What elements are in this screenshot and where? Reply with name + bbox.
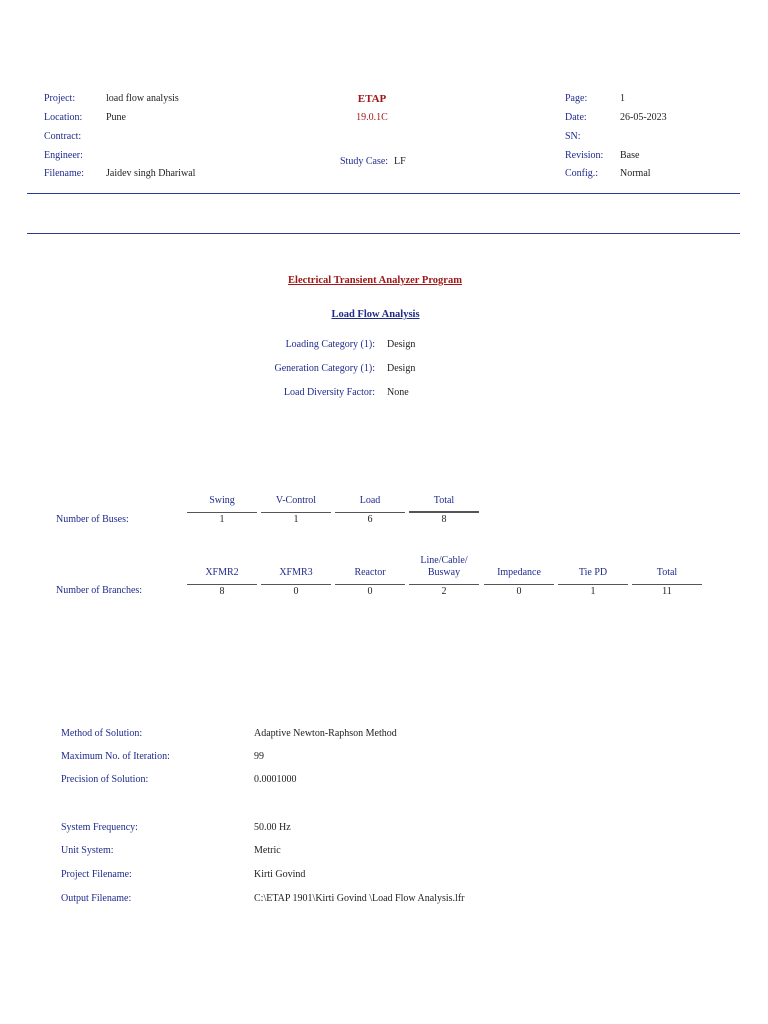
max-iteration-label: Maximum No. of Iteration: — [61, 751, 170, 762]
method-label: Method of Solution: — [61, 728, 143, 739]
analysis-title: Load Flow Analysis — [331, 309, 420, 320]
branch-val-total: 11 — [632, 584, 702, 597]
engineer-label: Engineer: — [44, 150, 83, 161]
branch-col-line-cable-top: Line/Cable/ — [420, 555, 468, 566]
location-label: Location: — [44, 112, 83, 123]
output-filename-value: C:\ETAP 1901\Kirti Govind \Load Flow Analysis.lfr — [254, 893, 465, 904]
precision-label: Precision of Solution: — [61, 774, 149, 785]
page-label: Page: — [565, 93, 588, 104]
branch-val-reactor: 0 — [335, 584, 405, 597]
study-case-value: LF — [394, 156, 406, 167]
date-label: Date: — [565, 112, 587, 123]
config-label: Config.: — [565, 168, 599, 179]
app-name: ETAP — [357, 93, 387, 105]
load-diversity-value: None — [387, 387, 409, 398]
project-label: Project: — [44, 93, 76, 104]
config-value: Normal — [620, 168, 651, 179]
bus-col-load: Load — [359, 495, 381, 506]
location-value: Pune — [106, 112, 126, 123]
bus-col-swing: Swing — [209, 495, 235, 506]
unit-system-value: Metric — [254, 845, 281, 856]
frequency-label: System Frequency: — [61, 822, 138, 833]
load-diversity-label: Load Diversity Factor: — [283, 387, 375, 398]
branch-val-xfmr3: 0 — [261, 584, 331, 597]
frequency-value: 50.00 Hz — [254, 822, 291, 833]
sn-label: SN: — [565, 131, 581, 142]
branch-col-impedance: Impedance — [497, 567, 541, 578]
buses-row-label: Number of Buses: — [56, 514, 129, 525]
bus-col-vcontrol: V-Control — [275, 495, 317, 506]
project-value: load flow analysis — [106, 93, 179, 104]
filename-label: Filename: — [44, 168, 84, 179]
date-value: 26-05-2023 — [620, 112, 667, 123]
branches-row-label: Number of Branches: — [56, 585, 143, 596]
max-iteration-value: 99 — [254, 751, 264, 762]
bus-val-total: 8 — [409, 511, 479, 525]
contract-label: Contract: — [44, 131, 82, 142]
revision-label: Revision: — [565, 150, 604, 161]
branch-col-tie-pd: Tie PD — [578, 567, 608, 578]
revision-value: Base — [620, 150, 640, 161]
app-version: 19.0.1C — [356, 112, 388, 123]
bus-val-vcontrol: 1 — [261, 512, 331, 525]
header-divider-top — [27, 193, 740, 194]
branch-col-xfmr3: XFMR3 — [279, 567, 313, 578]
branch-col-xfmr2: XFMR2 — [205, 567, 239, 578]
branch-col-line-cable-bottom: Busway — [427, 567, 461, 578]
project-filename-value: Kirti Govind — [254, 869, 306, 880]
program-title: Electrical Transient Analyzer Program — [288, 275, 462, 286]
generation-category-value: Design — [387, 363, 416, 374]
branch-col-total: Total — [656, 567, 678, 578]
loading-category-label: Loading Category (1): — [285, 339, 375, 350]
header-divider-bottom — [27, 233, 740, 234]
branch-val-line-cable: 2 — [409, 584, 479, 597]
generation-category-label: Generation Category (1): — [274, 363, 375, 374]
bus-val-swing: 1 — [187, 512, 257, 525]
loading-category-value: Design — [387, 339, 416, 350]
study-case-label: Study Case: — [340, 156, 389, 167]
branch-val-tie-pd: 1 — [558, 584, 628, 597]
bus-val-load: 6 — [335, 512, 405, 525]
branch-val-impedance: 0 — [484, 584, 554, 597]
precision-value: 0.0001000 — [254, 774, 297, 785]
unit-system-label: Unit System: — [61, 845, 114, 856]
project-filename-label: Project Filename: — [61, 869, 132, 880]
output-filename-label: Output Filename: — [61, 893, 132, 904]
branch-val-xfmr2: 8 — [187, 584, 257, 597]
filename-value: Jaidev singh Dhariwal — [106, 168, 196, 179]
page-value: 1 — [620, 93, 625, 104]
branch-col-reactor: Reactor — [354, 567, 386, 578]
method-value: Adaptive Newton-Raphson Method — [254, 728, 397, 739]
bus-col-total: Total — [433, 495, 455, 506]
